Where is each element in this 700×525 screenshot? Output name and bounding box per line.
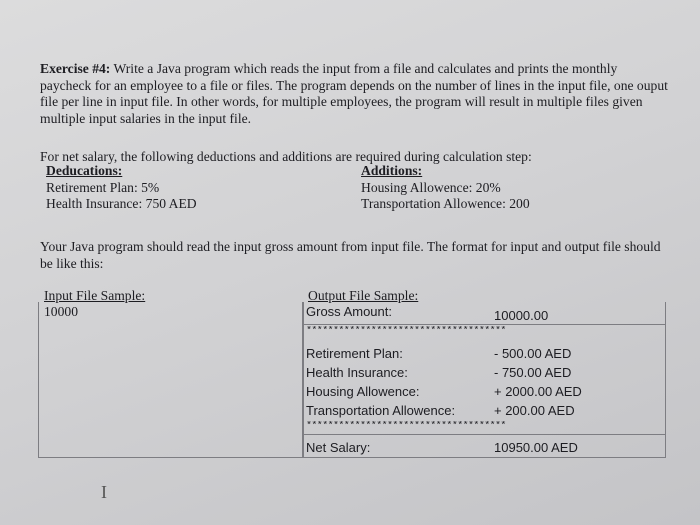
gross-amount-label: Gross Amount: <box>306 304 392 319</box>
exercise-label: Exercise #4: <box>40 61 111 76</box>
divider <box>303 324 665 325</box>
input-sample-box <box>38 302 303 458</box>
health-value: - 750.00 AED <box>494 365 572 380</box>
housing-value: + 2000.00 AED <box>494 384 582 399</box>
exercise-paragraph <box>40 61 670 127</box>
text-cursor-icon: I <box>101 482 107 502</box>
output-sample-label: Output File Sample: <box>308 288 419 303</box>
health-label: Health Insurance: <box>306 365 408 380</box>
divider <box>303 434 665 435</box>
net-salary-value: 10950.00 AED <box>494 440 578 455</box>
deduction-item: Retirement Plan: 5% <box>46 179 160 195</box>
net-salary-intro: For net salary, the following deductions and additions are required during calculation step: <box>40 149 532 164</box>
exercise-text: Write a Java program which reads the input from a file and calculates and prints the monthly paycheck for an employee to a file or files. The program depends on the number of lines in the input file, one ouput file per line in input file. In other words, for multiple employees, the program will result in multiple files given multiple input salaries in the input file. <box>40 61 668 126</box>
addition-item: Transportation Allowence: 200 <box>361 196 530 211</box>
deductions-column <box>46 163 197 213</box>
separator-stars: ************************************* <box>306 421 506 432</box>
addition-item: Housing Allowence: 20% <box>361 179 501 195</box>
deductions-header: Deducations: <box>46 163 123 178</box>
transportation-value: + 200.00 AED <box>494 403 575 418</box>
input-sample-label: Input File Sample: <box>44 288 146 303</box>
transportation-label: Transportation Allowence: <box>306 403 456 418</box>
input-sample-value: 10000 <box>44 304 78 319</box>
gross-amount-value: 10000.00 <box>494 308 549 323</box>
separator-stars: ************************************* <box>306 326 506 337</box>
housing-label: Housing Allowence: <box>306 384 420 399</box>
deduction-item: Health Insurance: 750 AED <box>46 196 197 211</box>
additions-column <box>361 163 530 213</box>
format-intro: Your Java program should read the input gross amount from input file. The format for input and output file should be like this: <box>40 239 661 271</box>
additions-header: Additions: <box>361 163 423 178</box>
net-salary-label: Net Salary: <box>306 440 371 455</box>
retirement-label: Retirement Plan: <box>306 346 403 361</box>
retirement-value: - 500.00 AED <box>494 346 572 361</box>
